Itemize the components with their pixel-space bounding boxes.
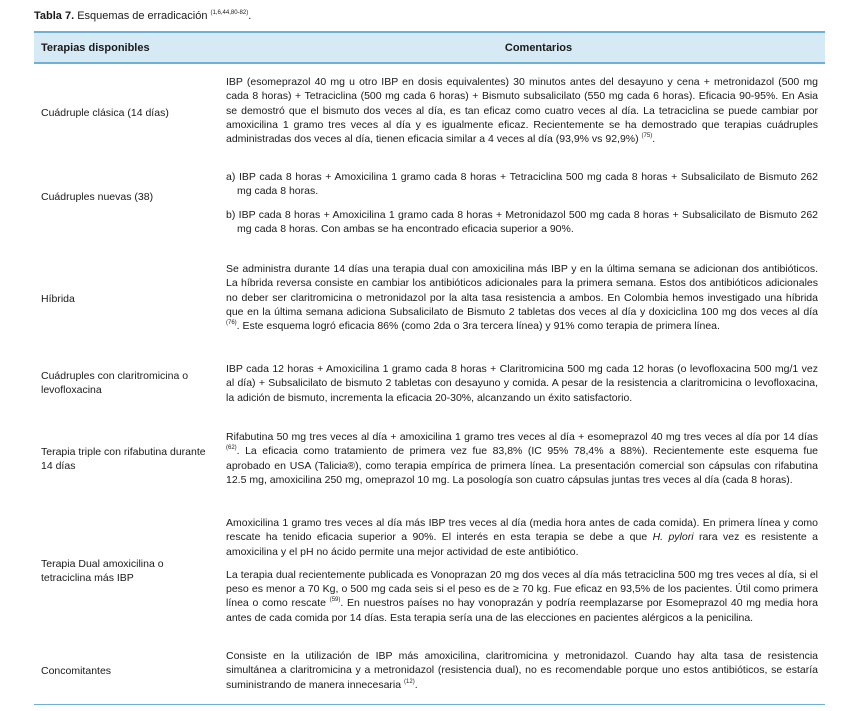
- comment-text: Rifabutina 50 mg tres veces al día + amoxicilina 1 gramo tres veces al día + esomeprazol 40 mg tres veces al día por 14 días: [226, 431, 818, 443]
- comment-text: IBP cada 12 horas + Amoxicilina 1 gramo cada 8 horas + Claritromicina 500 mg cada 12 horas (o levofloxacina 500 mg/1 vez al día) + Subsalicilato de bismuto 2 tabletas con desayuno y comida. A pesar de la resistencia a claritromicina o levofloxacina, la adición de bismuto, incrementa la eficacia 20-30%, alcanzando un éxito satisfactorio.: [226, 363, 818, 404]
- caption-refs: (1,6,44,80-82): [210, 10, 249, 16]
- therapy-table: [34, 31, 825, 64]
- comment-text: .: [652, 133, 656, 146]
- therapy-name: Cuádruples nuevas (38): [41, 191, 154, 203]
- comment-text: La terapia dual recientemente publicada es Vonoprazan 20 mg dos veces al día más tetraciclina 500 mg tres veces al día, si el peso es menor a 70 Kg, o 500 mg cada seis si el peso es de ≥ 70 kg. Fue eficaz en 93,5% de los pacientes. Útil como primera línea o como rescate: [226, 568, 818, 610]
- comment-paragraph: [226, 568, 818, 625]
- table-caption: [34, 10, 251, 22]
- comment-text: .: [414, 678, 418, 691]
- list-item: a) IBP cada 8 horas + Amoxicilina 1 gramo cada 8 horas + Tetraciclina 500 mg cada 8 horas + Subsalicilato de Bismuto 262 mg cada 8 horas.: [226, 171, 818, 198]
- comment-text: Consiste en la utilización de IBP más amoxicilina, claritromicina y metronidazol. Cuando hay alta tasa de resistencia simultánea a claritromicina y a metronidazol (resistencia dual), no es recomendable porque uno estos antibióticos, se estaría suministrando de manera innecesaria: [226, 650, 818, 691]
- therapy-name: Terapia triple con rifabutina durante 14 días: [41, 446, 206, 472]
- therapy-comment: [226, 649, 818, 692]
- reference: (59): [329, 597, 341, 604]
- reference: (76): [226, 320, 237, 327]
- therapy-comment: [226, 170, 818, 236]
- comment-text: . La eficacia como tratamiento de primera vez fue 83,8% (IC 95% 78,4% a 88%). Recientemente este esquema fue aprobado en USA (Talicia®), como terapia empírica de primera línea. La presentación comercial son cápsulas con rifabutina 12.5 mg, amoxicilina 250 mg, omeprazol 10 mg. La posología son cuatro cápsulas juntas tres veces al día (cada 8 horas).: [226, 445, 818, 486]
- therapy-comment: [226, 75, 818, 146]
- reference: (62): [226, 445, 237, 452]
- therapy-name: Cuádruple clásica (14 días): [41, 107, 169, 119]
- table-bottom-rule: [34, 704, 825, 705]
- comment-text: . Este esquema logró eficacia 86% (como 2da o 3ra tercera línea) y 91% como terapia de primera línea.: [236, 320, 720, 333]
- comment-text: rara vez es resistente a amoxicilina y el pH no ácido permite una mejor actividad de este antibiótico.: [226, 531, 818, 558]
- therapy-name: Terapia Dual amoxicilina o tetraciclina más IBP: [41, 558, 164, 584]
- comment-text: . En nuestros países no hay vonoprazán y podría reemplazarse por Esomeprazol 40 mg media hora antes de cada comida por 14 días. Esta terapia sería una de las elecciones en pacientes alérgicos a la penicilina.: [226, 597, 818, 624]
- list-item: b) IBP cada 8 horas + Amoxicilina 1 gramo cada 8 horas + Metronidazol 500 mg cada 8 horas + Subsalicilato de Bismuto 262 mg cada 8 horas. Con ambas se ha encontrado eficacia superior a 90%.: [226, 208, 818, 235]
- caption-label: Tabla 7.: [34, 10, 75, 22]
- header-therapies: Terapias disponibles: [41, 41, 150, 54]
- comment-text: Amoxicilina 1 gramo tres veces al día más IBP tres veces al día (media hora antes de cada comida). En primera línea y como rescate ha tenido eficacia superior a 90%. El interés en esta terapia se debe a que: [226, 517, 818, 544]
- comment-text: Se administra durante 14 días una terapia dual con amoxicilina más IBP y en la última semana se adicionan dos antibióticos. La híbrida reversa consiste en cambiar los antibióticos adicionales para la primera semana. Estos dos antibióticos adicionales no deber ser claritromicina o metronidazol por la alta tasa resistencia a ambos. En Colombia hemos investigado una híbrida que en la última semana adiciona Subsalicilato de Bismuto 2 tabletas dos veces al día y doxiciclina 100 mg dos veces al día: [226, 263, 818, 318]
- caption-end: .: [248, 10, 252, 22]
- therapy-name: Cuádruples con claritromicina o levofloxacina: [41, 370, 189, 396]
- reference: (12): [404, 678, 415, 685]
- therapy-comment: [226, 516, 818, 625]
- therapy-comment: [226, 430, 818, 487]
- therapy-name: Híbrida: [41, 293, 75, 305]
- therapy-name: Concomitantes: [41, 665, 112, 677]
- header-comments: Comentarios: [504, 41, 573, 54]
- therapy-comment: [226, 362, 818, 405]
- caption-title: Esquemas de erradicación: [77, 10, 208, 22]
- comment-paragraph: [226, 516, 818, 559]
- therapy-comment: [226, 262, 818, 333]
- organism-name: H. pylori: [652, 531, 694, 544]
- reference: (75): [641, 133, 653, 140]
- table-header: [34, 33, 825, 64]
- comment-text: IBP (esomeprazol 40 mg u otro IBP en dosis equivalentes) 30 minutos antes del desayuno y cena + metronidazol (500 mg cada 8 horas) + Tetraciclina (500 mg cada 6 horas) + Bismuto subsalicilato (550 mg cada 6 horas). Eficacia 90-95%. En Asia se demostró que el bismuto dos veces al día, es tan eficaz como cuatro veces al día. La tetraciclina se puede cambiar por amoxicilina 1 gramo tres veces al día y es igualmente eficaz. Recientemente se ha demostrado que terapias cuádruples administradas dos veces al día, tienen eficacia similar a 4 veces al día (93,9% vs 92,9%): [226, 76, 818, 146]
